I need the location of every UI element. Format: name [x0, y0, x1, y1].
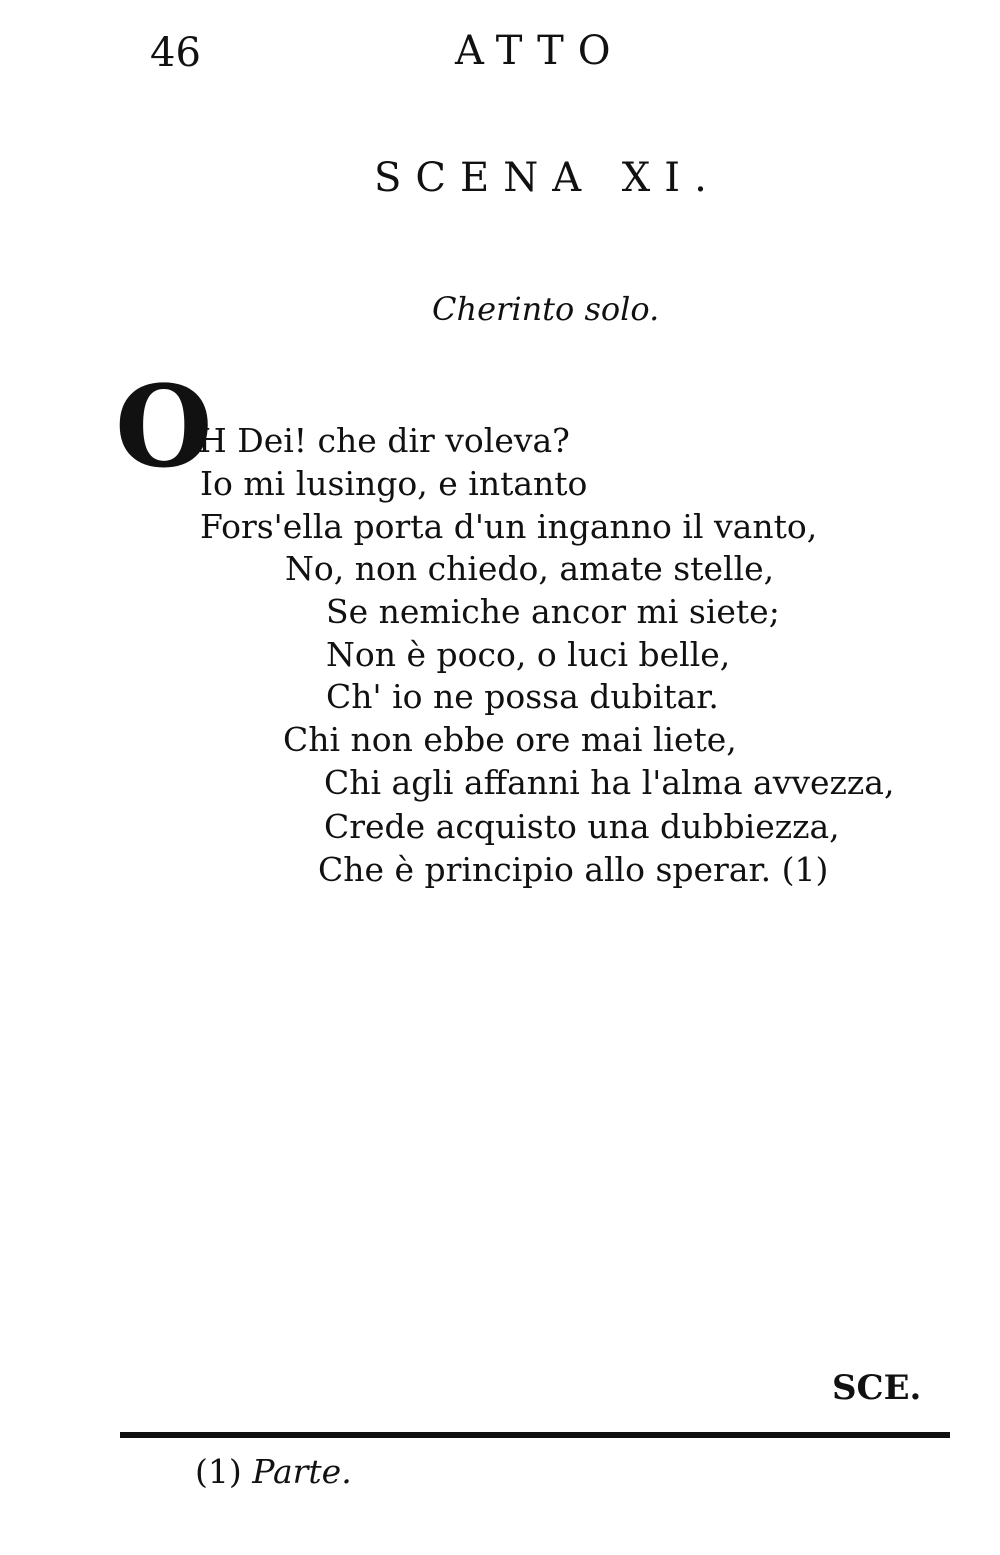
verse-line-10: Crede acquisto una dubbiezza,	[324, 807, 840, 846]
verse-line-8: Chi non ebbe ore mai liete,	[283, 720, 737, 759]
catchword: SCE.	[832, 1368, 922, 1408]
verse-line-3: Fors'ella porta d'un inganno il vanto,	[200, 507, 818, 546]
verse-line-2: Io mi lusingo, e intanto	[200, 464, 588, 503]
verse-line-9: Chi agli affanni ha l'alma avvezza,	[324, 763, 895, 802]
scene-title: SCENA XI.	[374, 155, 721, 201]
footnote	[195, 1452, 352, 1491]
drop-cap: O	[115, 362, 213, 493]
verse-line-1: H Dei! che dir voleva?	[198, 421, 570, 460]
verse-line-5: Se nemiche ancor mi siete;	[326, 592, 780, 631]
verse-line-11: Che è principio allo sperar. (1)	[318, 850, 829, 889]
verse-line-7: Ch' io ne possa dubitar.	[326, 677, 719, 716]
running-head: ATTO	[455, 28, 625, 74]
speaker-direction: Cherinto solo.	[432, 290, 660, 328]
footnote-marker: (1)	[195, 1452, 242, 1491]
footnote-rule	[120, 1432, 950, 1438]
page-number: 46	[150, 30, 201, 76]
verse-line-6: Non è poco, o luci belle,	[326, 635, 731, 674]
verse-line-4: No, non chiedo, amate stelle,	[285, 549, 775, 588]
footnote-text: Parte.	[252, 1452, 352, 1491]
